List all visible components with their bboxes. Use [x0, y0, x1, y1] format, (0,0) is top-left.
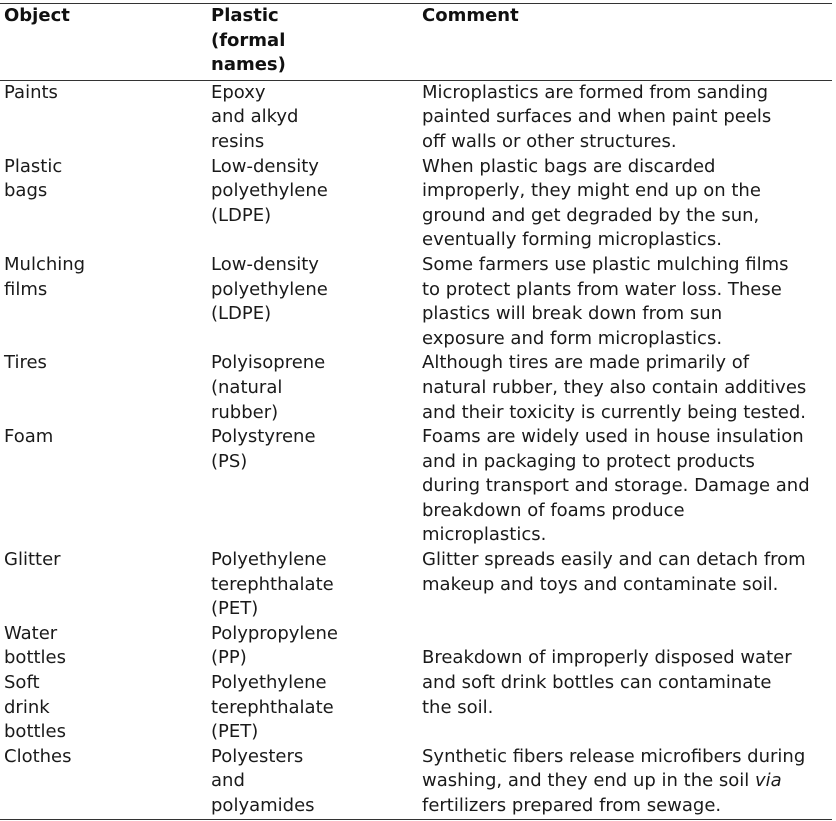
cell-object: Mulching films — [4, 253, 86, 300]
comment-text: Synthetic fibers release microfibers during washing, and they end up in the soil via fertilizers prepared from sewage. — [422, 745, 806, 816]
cell-plastic: Polyesters and polyamides — [211, 745, 315, 816]
cell-plastic: Low-density polyethylene (LDPE) — [211, 253, 328, 325]
cell-plastic: Low-density polyethylene (LDPE) — [211, 155, 328, 226]
table-row — [0, 155, 832, 253]
cell-plastic: Polyisoprene (natural rubber) — [211, 352, 326, 423]
table-row — [0, 351, 832, 425]
cell-object: Paints — [4, 81, 58, 103]
cell-object: Foam — [4, 426, 54, 448]
cell-plastic: Polyethylene terephthalate (PET) — [211, 549, 334, 620]
cell-object-soft-drink-bottles: Soft drink bottles — [4, 672, 67, 743]
comment-italic-via: via — [755, 770, 782, 792]
header-comment: Comment — [422, 5, 519, 26]
table-row — [0, 622, 832, 745]
cell-plastic-pp: Polypropylene (PP) — [211, 622, 338, 669]
cell-comment: Breakdown of improperly disposed water and soft drink bottles can contaminate the soil. — [422, 647, 792, 718]
cell-object — [0, 622, 207, 745]
cell-plastic-pet: Polyethylene terephthalate (PET) — [211, 672, 334, 743]
table-row — [0, 745, 832, 819]
table-row — [0, 548, 832, 622]
table-header-row — [0, 4, 832, 81]
cell-object-water-bottles: Water bottles — [4, 622, 67, 669]
table-row — [0, 425, 832, 548]
cell-comment: Microplastics are formed from sanding painted surfaces and when paint peels off walls or other structures. — [422, 81, 772, 152]
cell-comment: Some farmers use plastic mulching films to protect plants from water loss. These plastics will break down from sun exposure and form microplastics. — [422, 253, 789, 349]
cell-object: Tires — [4, 352, 47, 374]
cell-comment: Although tires are made primarily of natural rubber, they also contain additives and their toxicity is currently being tested. — [422, 352, 807, 423]
cell-plastic: Polystyrene (PS) — [211, 426, 316, 472]
table-row — [0, 80, 832, 154]
cell-plastic — [207, 622, 418, 745]
header-object: Object — [4, 5, 70, 26]
cell-comment — [418, 745, 832, 819]
cell-plastic: Epoxy and alkyd resins — [211, 81, 299, 152]
cell-comment: When plastic bags are discarded improperly, they might end up on the ground and get degraded by the sun, eventually forming microplastics. — [422, 155, 761, 251]
cell-object: Glitter — [4, 549, 61, 571]
header-plastic: Plastic (formal names) — [211, 5, 286, 76]
table-row — [0, 253, 832, 351]
cell-object: Clothes — [4, 745, 72, 767]
cell-comment: Foams are widely used in house insulation and in packaging to protect products during transport and storage. Damage and breakdown of foams produce microplastics. — [422, 426, 810, 546]
cell-comment: Glitter spreads easily and can detach from makeup and toys and contaminate soil. — [422, 549, 806, 595]
microplastics-sources-table — [0, 3, 832, 820]
cell-object: Plastic bags — [4, 155, 63, 202]
